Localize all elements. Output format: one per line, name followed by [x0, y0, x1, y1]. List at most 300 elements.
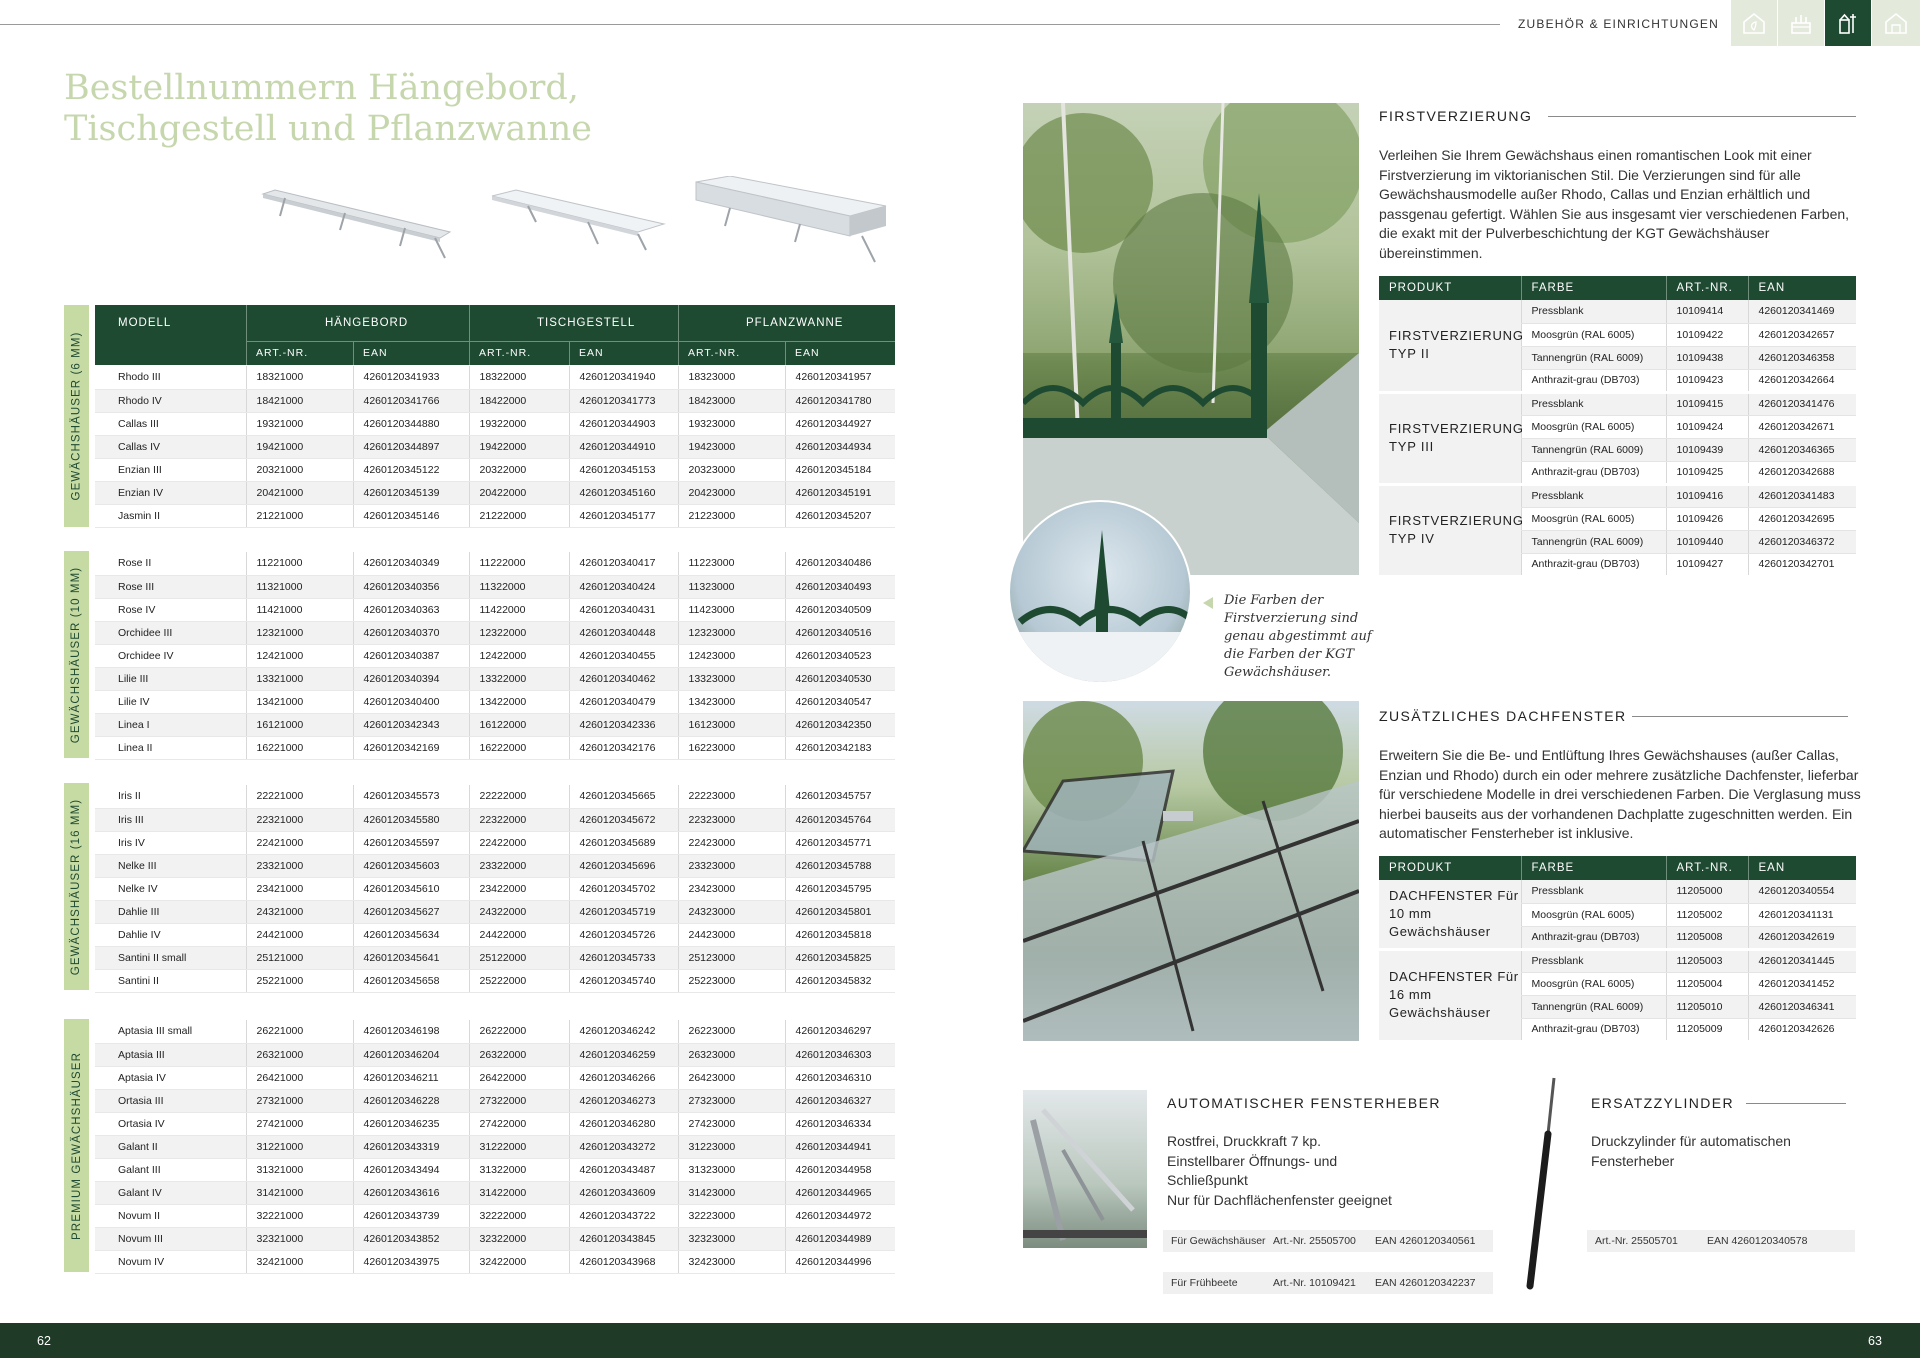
table-row	[1379, 300, 1856, 323]
ersatzzylinder-art-row	[1587, 1230, 1855, 1252]
value-cell: 11205000	[1666, 880, 1748, 903]
model-cell: Linea I	[95, 713, 246, 736]
value-cell: 4260120340363	[353, 598, 469, 621]
value-cell: 23323000	[678, 854, 785, 877]
value-cell: 4260120341773	[569, 389, 678, 412]
value-cell: 10109424	[1666, 415, 1748, 438]
value-cell: 4260120341957	[785, 366, 895, 389]
model-cell: Aptasia III small	[95, 1020, 246, 1043]
value-cell: 10109427	[1666, 553, 1748, 576]
value-cell: 4260120345771	[785, 831, 895, 854]
value-cell: 10109423	[1666, 369, 1748, 392]
value-cell: 19321000	[246, 412, 353, 435]
value-cell: 4260120344897	[353, 435, 469, 458]
value-cell: 4260120346273	[569, 1089, 678, 1112]
value-cell: 4260120344965	[785, 1181, 895, 1204]
value-cell: 4260120345733	[569, 946, 678, 969]
value-cell: 24323000	[678, 900, 785, 923]
table-row	[95, 621, 895, 644]
value-cell: 4260120345603	[353, 854, 469, 877]
value-cell: Pressblank	[1521, 880, 1666, 903]
table-row	[95, 1158, 895, 1181]
tischgestell-image	[488, 186, 668, 256]
value-cell: 13321000	[246, 667, 353, 690]
value-cell: Tannengrün (RAL 6009)	[1521, 346, 1666, 369]
tools-icon[interactable]	[1825, 0, 1871, 46]
value-cell: 4260120345702	[569, 877, 678, 900]
value-cell: 16122000	[469, 713, 569, 736]
value-cell: 23422000	[469, 877, 569, 900]
table-header-cell: EAN	[1748, 276, 1856, 300]
value-cell: 4260120340462	[569, 667, 678, 690]
value-cell: 4260120341131	[1748, 903, 1856, 926]
value-cell: 24423000	[678, 923, 785, 946]
table-row	[95, 412, 895, 435]
value-cell: 4260120342169	[353, 736, 469, 759]
fensterheber-title: AUTOMATISCHER FENSTERHEBER	[1167, 1095, 1441, 1111]
value-cell: 4260120346358	[1748, 346, 1856, 369]
value-cell: 4260120346372	[1748, 530, 1856, 553]
value-cell: 11205002	[1666, 903, 1748, 926]
value-cell: 4260120340479	[569, 690, 678, 713]
value-cell: 11321000	[246, 575, 353, 598]
page-number-left: 62	[37, 1334, 51, 1348]
product-cell: FIRSTVERZIERUNG TYP III	[1379, 392, 1521, 484]
value-cell: 27322000	[469, 1089, 569, 1112]
value-cell: 4260120346310	[785, 1066, 895, 1089]
model-cell: Lilie III	[95, 667, 246, 690]
model-cell: Orchidee III	[95, 621, 246, 644]
model-cell: Rose III	[95, 575, 246, 598]
table-row	[95, 458, 895, 481]
value-cell: 20321000	[246, 458, 353, 481]
sub-art-2: ART.-NR.	[479, 347, 532, 359]
value-cell: 27423000	[678, 1112, 785, 1135]
value-cell: 4260120343845	[569, 1227, 678, 1250]
table-row	[1379, 880, 1856, 903]
value-cell: Anthrazit-grau (DB703)	[1521, 369, 1666, 392]
value-cell: 4260120343319	[353, 1135, 469, 1158]
table-header-cell: FARBE	[1521, 856, 1666, 880]
product-cell: DACHFENSTER Für 16 mm Gewächshäuser	[1379, 949, 1521, 1041]
value-cell: 4260120345832	[785, 969, 895, 992]
value-cell: 10109440	[1666, 530, 1748, 553]
value-cell: 4260120345160	[569, 481, 678, 504]
value-cell: 4260120345191	[785, 481, 895, 504]
table-row	[95, 1066, 895, 1089]
model-cell: Novum IV	[95, 1250, 246, 1273]
value-cell: 18423000	[678, 389, 785, 412]
value-cell: 20423000	[678, 481, 785, 504]
value-cell: 21222000	[469, 504, 569, 527]
value-cell: 4260120346280	[569, 1112, 678, 1135]
value-cell: 4260120342336	[569, 713, 678, 736]
value-cell: 4260120341933	[353, 366, 469, 389]
value-cell: 13421000	[246, 690, 353, 713]
value-cell: 27421000	[246, 1112, 353, 1135]
value-cell: 22423000	[678, 831, 785, 854]
value-cell: 4260120346334	[785, 1112, 895, 1135]
value-cell: 4260120345122	[353, 458, 469, 481]
value-cell: 18321000	[246, 366, 353, 389]
table-row	[95, 575, 895, 598]
value-cell: 19323000	[678, 412, 785, 435]
model-cell: Orchidee IV	[95, 644, 246, 667]
value-cell: 4260120343975	[353, 1250, 469, 1273]
value-cell: 13422000	[469, 690, 569, 713]
value-cell: 23423000	[678, 877, 785, 900]
value-cell: 4260120341766	[353, 389, 469, 412]
value-cell: 4260120345801	[785, 900, 895, 923]
value-cell: 26222000	[469, 1020, 569, 1043]
table-row	[95, 504, 895, 527]
group-label-10mm: GEWÄCHSHÄUSER (10 MM)	[64, 551, 89, 758]
value-cell: 32423000	[678, 1250, 785, 1273]
value-cell: 4260120341445	[1748, 949, 1856, 972]
order-table-header	[95, 305, 895, 365]
value-cell: 22422000	[469, 831, 569, 854]
value-cell: 31422000	[469, 1181, 569, 1204]
table-row	[1379, 392, 1856, 415]
product-cell: DACHFENSTER Für 10 mm Gewächshäuser	[1379, 880, 1521, 949]
table-row	[95, 366, 895, 389]
table-row	[95, 481, 895, 504]
value-cell: 4260120340387	[353, 644, 469, 667]
value-cell: 13322000	[469, 667, 569, 690]
value-cell: 16222000	[469, 736, 569, 759]
greenhouse-leaf-icon[interactable]	[1731, 0, 1777, 46]
value-cell: 25222000	[469, 969, 569, 992]
table-header-cell: ART.-NR.	[1666, 276, 1748, 300]
model-cell: Lilie IV	[95, 690, 246, 713]
value-cell: 11222000	[469, 552, 569, 575]
table-row	[95, 1089, 895, 1112]
value-cell: 4260120343722	[569, 1204, 678, 1227]
value-cell: Tannengrün (RAL 6009)	[1521, 995, 1666, 1018]
value-cell: 4260120346204	[353, 1043, 469, 1066]
value-cell: 24322000	[469, 900, 569, 923]
value-cell: 11422000	[469, 598, 569, 621]
model-cell: Enzian III	[95, 458, 246, 481]
value-cell: 4260120345610	[353, 877, 469, 900]
col-tischgestell: TISCHGESTELL	[537, 317, 636, 329]
value-cell: Anthrazit-grau (DB703)	[1521, 926, 1666, 949]
value-cell: 4260120343739	[353, 1204, 469, 1227]
value-cell: 4260120344941	[785, 1135, 895, 1158]
fensterheber-art-row-1	[1163, 1230, 1493, 1252]
value-cell: 4260120342701	[1748, 553, 1856, 576]
model-cell: Iris II	[95, 785, 246, 808]
table-row	[95, 713, 895, 736]
value-cell: 10109422	[1666, 323, 1748, 346]
value-cell: 16221000	[246, 736, 353, 759]
value-cell: 4260120346211	[353, 1066, 469, 1089]
fensterheber-for-2: Für Frühbeete	[1171, 1277, 1238, 1289]
value-cell: 4260120345627	[353, 900, 469, 923]
value-cell: 11423000	[678, 598, 785, 621]
fensterheber-line3: Schließpunkt	[1167, 1172, 1248, 1188]
dachfenster-title: ZUSÄTZLICHES DACHFENSTER	[1379, 708, 1627, 724]
value-cell: 12322000	[469, 621, 569, 644]
value-cell: 4260120344910	[569, 435, 678, 458]
value-cell: 4260120345641	[353, 946, 469, 969]
value-cell: Tannengrün (RAL 6009)	[1521, 530, 1666, 553]
table-row	[95, 1227, 895, 1250]
value-cell: 24321000	[246, 900, 353, 923]
fensterheber-text	[1167, 1132, 1467, 1210]
sub-art-1: ART.-NR.	[256, 347, 309, 359]
fensterheber-ean-1: EAN 4260120340561	[1375, 1235, 1476, 1247]
model-cell: Rhodo III	[95, 366, 246, 389]
col-model: MODELL	[118, 317, 172, 329]
value-cell: 10109416	[1666, 484, 1748, 507]
value-cell: 25223000	[678, 969, 785, 992]
value-cell: 4260120342183	[785, 736, 895, 759]
value-cell: 4260120344880	[353, 412, 469, 435]
table-row	[1379, 484, 1856, 507]
value-cell: 4260120345177	[569, 504, 678, 527]
value-cell: Moosgrün (RAL 6005)	[1521, 415, 1666, 438]
value-cell: 31223000	[678, 1135, 785, 1158]
firstverzierung-caption: Die Farben der Firstverzierung sind genau abgestimmt auf die Farben der KGT Gewächshäuser.	[1224, 593, 1372, 680]
value-cell: 4260120346303	[785, 1043, 895, 1066]
fensterheber-for-1: Für Gewächshäuser	[1171, 1235, 1266, 1247]
value-cell: 4260120345818	[785, 923, 895, 946]
value-cell: 4260120340530	[785, 667, 895, 690]
value-cell: 4260120342671	[1748, 415, 1856, 438]
order-table-6mm	[95, 366, 895, 528]
value-cell: 4260120344934	[785, 435, 895, 458]
sub-ean-1: EAN	[363, 347, 388, 359]
value-cell: 22322000	[469, 808, 569, 831]
table-header-cell: FARBE	[1521, 276, 1666, 300]
value-cell: 4260120344989	[785, 1227, 895, 1250]
value-cell: 12323000	[678, 621, 785, 644]
value-cell: 25122000	[469, 946, 569, 969]
value-cell: 12421000	[246, 644, 353, 667]
value-cell: 4260120345788	[785, 854, 895, 877]
value-cell: 4260120342343	[353, 713, 469, 736]
value-cell: 4260120344903	[569, 412, 678, 435]
value-cell: 13323000	[678, 667, 785, 690]
fensterheber-line4: Nur für Dachflächenfenster geeignet	[1167, 1191, 1392, 1208]
value-cell: 4260120341452	[1748, 972, 1856, 995]
firstverzierung-title: FIRSTVERZIERUNG	[1379, 108, 1533, 124]
value-cell: 31423000	[678, 1181, 785, 1204]
value-cell: 25121000	[246, 946, 353, 969]
table-row	[95, 1250, 895, 1273]
value-cell: 4260120342695	[1748, 507, 1856, 530]
value-cell: 4260120341780	[785, 389, 895, 412]
value-cell: 4260120340547	[785, 690, 895, 713]
value-cell: 4260120345184	[785, 458, 895, 481]
value-cell: 4260120345719	[569, 900, 678, 923]
value-cell: 11421000	[246, 598, 353, 621]
haengebord-image	[255, 180, 455, 260]
value-cell: 20421000	[246, 481, 353, 504]
ersatzzylinder-art: Art.-Nr. 25505701	[1595, 1235, 1678, 1247]
model-cell: Callas IV	[95, 435, 246, 458]
dachfenster-text: Erweitern Sie die Be- und Entlüftung Ihres Gewächshauses (außer Callas, Enzian und Rhodo) durch ein oder mehrere zusätzliche Dachfenster, lieferbar für verschiedene Modelle in drei verschiedenen Farben. Die Verglasung muss hierbei bauseits aus der vorhandenen Dachplatte zugeschnitten werden. Ein automatischer Fensterheber ist inklusive.	[1379, 747, 1861, 841]
value-cell: Pressblank	[1521, 300, 1666, 323]
ersatzzylinder-title: ERSATZZYLINDER	[1591, 1095, 1735, 1111]
value-cell: 26421000	[246, 1066, 353, 1089]
value-cell: 10109439	[1666, 438, 1748, 461]
model-cell: Iris III	[95, 808, 246, 831]
value-cell: 13423000	[678, 690, 785, 713]
value-cell: 4260120344972	[785, 1204, 895, 1227]
greenhouse-icon[interactable]	[1872, 0, 1920, 46]
fensterheber-ean-2: EAN 4260120342237	[1375, 1277, 1476, 1289]
value-cell: 27422000	[469, 1112, 569, 1135]
model-cell: Enzian IV	[95, 481, 246, 504]
value-cell: 20323000	[678, 458, 785, 481]
ersatzzylinder-ean: EAN 4260120340578	[1707, 1235, 1808, 1247]
page-title	[64, 68, 684, 150]
table-row	[95, 831, 895, 854]
value-cell: 26323000	[678, 1043, 785, 1066]
table-header-cell: EAN	[1748, 856, 1856, 880]
value-cell: 4260120345757	[785, 785, 895, 808]
table-row	[95, 877, 895, 900]
value-cell: 32222000	[469, 1204, 569, 1227]
table-row	[95, 1043, 895, 1066]
model-cell: Jasmin II	[95, 504, 246, 527]
order-table-premium	[95, 1020, 895, 1274]
model-cell: Rhodo IV	[95, 389, 246, 412]
value-cell: 23321000	[246, 854, 353, 877]
value-cell: 25123000	[678, 946, 785, 969]
value-cell: 4260120343487	[569, 1158, 678, 1181]
value-cell: 4260120340400	[353, 690, 469, 713]
value-cell: 4260120346228	[353, 1089, 469, 1112]
value-cell: 4260120343494	[353, 1158, 469, 1181]
table-row	[95, 667, 895, 690]
model-cell: Santini II small	[95, 946, 246, 969]
value-cell: 11205003	[1666, 949, 1748, 972]
model-cell: Dahlie III	[95, 900, 246, 923]
value-cell: 20322000	[469, 458, 569, 481]
value-cell: 4260120340394	[353, 667, 469, 690]
dachfenster-table	[1379, 856, 1856, 1043]
value-cell: 4260120346327	[785, 1089, 895, 1112]
value-cell: 22223000	[678, 785, 785, 808]
value-cell: 32422000	[469, 1250, 569, 1273]
value-cell: 31321000	[246, 1158, 353, 1181]
value-cell: 22323000	[678, 808, 785, 831]
value-cell: 4260120345573	[353, 785, 469, 808]
value-cell: 4260120340486	[785, 552, 895, 575]
model-cell: Novum II	[95, 1204, 246, 1227]
value-cell: 26423000	[678, 1066, 785, 1089]
value-cell: 4260120340417	[569, 552, 678, 575]
value-cell: 4260120344927	[785, 412, 895, 435]
value-cell: 12321000	[246, 621, 353, 644]
value-cell: 4260120345658	[353, 969, 469, 992]
model-cell: Aptasia III	[95, 1043, 246, 1066]
value-cell: 4260120345696	[569, 854, 678, 877]
value-cell: 4260120345207	[785, 504, 895, 527]
garden-bed-icon[interactable]	[1778, 0, 1824, 46]
model-cell: Ortasia III	[95, 1089, 246, 1112]
value-cell: 4260120340516	[785, 621, 895, 644]
page-title-line1: Bestellnummern Hängebord,	[64, 68, 579, 108]
table-row	[95, 946, 895, 969]
value-cell: 32221000	[246, 1204, 353, 1227]
value-cell: 12423000	[678, 644, 785, 667]
model-cell: Aptasia IV	[95, 1066, 246, 1089]
page-number-right: 63	[1868, 1334, 1882, 1348]
table-header-cell: ART.-NR.	[1666, 856, 1748, 880]
value-cell: 4260120346259	[569, 1043, 678, 1066]
fensterheber-photo	[1023, 1090, 1147, 1248]
fensterheber-art-2: Art.-Nr. 10109421	[1273, 1277, 1356, 1289]
value-cell: 26221000	[246, 1020, 353, 1043]
value-cell: 4260120343609	[569, 1181, 678, 1204]
table-row	[95, 785, 895, 808]
value-cell: 4260120345146	[353, 504, 469, 527]
value-cell: 4260120346341	[1748, 995, 1856, 1018]
value-cell: 11205008	[1666, 926, 1748, 949]
value-cell: 22222000	[469, 785, 569, 808]
value-cell: 4260120343968	[569, 1250, 678, 1273]
caption-arrow-icon	[1203, 597, 1213, 609]
dachfenster-rule	[1632, 716, 1848, 717]
model-cell: Nelke III	[95, 854, 246, 877]
value-cell: 11221000	[246, 552, 353, 575]
value-cell: 16123000	[678, 713, 785, 736]
group-label-16mm: GEWÄCHSHÄUSER (16 MM)	[64, 783, 89, 990]
value-cell: 31322000	[469, 1158, 569, 1181]
firstverzierung-rule	[1548, 116, 1856, 117]
value-cell: 18421000	[246, 389, 353, 412]
value-cell: 10109426	[1666, 507, 1748, 530]
ersatzzylinder-image	[1518, 1074, 1558, 1292]
ersatzzylinder-rule	[1746, 1103, 1846, 1104]
value-cell: 4260120346242	[569, 1020, 678, 1043]
value-cell: 26422000	[469, 1066, 569, 1089]
value-cell: 4260120346198	[353, 1020, 469, 1043]
value-cell: 4260120342688	[1748, 461, 1856, 484]
value-cell: 31222000	[469, 1135, 569, 1158]
value-cell: Moosgrün (RAL 6005)	[1521, 323, 1666, 346]
value-cell: 19322000	[469, 412, 569, 435]
value-cell: 4260120340349	[353, 552, 469, 575]
value-cell: 4260120341940	[569, 366, 678, 389]
table-row	[95, 389, 895, 412]
table-row	[95, 900, 895, 923]
table-row	[95, 552, 895, 575]
pflanzwanne-image	[690, 176, 890, 266]
value-cell: Pressblank	[1521, 949, 1666, 972]
value-cell: 16121000	[246, 713, 353, 736]
model-cell: Ortasia IV	[95, 1112, 246, 1135]
value-cell: 4260120346297	[785, 1020, 895, 1043]
value-cell: 19423000	[678, 435, 785, 458]
value-cell: Pressblank	[1521, 392, 1666, 415]
value-cell: 4260120340431	[569, 598, 678, 621]
value-cell: 10109414	[1666, 300, 1748, 323]
value-cell: 4260120345153	[569, 458, 678, 481]
model-cell: Galant III	[95, 1158, 246, 1181]
sub-ean-3: EAN	[795, 347, 820, 359]
value-cell: 25221000	[246, 969, 353, 992]
value-cell: 20422000	[469, 481, 569, 504]
value-cell: 4260120345597	[353, 831, 469, 854]
table-header-cell: PRODUKT	[1379, 856, 1521, 880]
value-cell: Moosgrün (RAL 6005)	[1521, 507, 1666, 530]
ersatzzylinder-line2: Fensterheber	[1591, 1152, 1675, 1169]
